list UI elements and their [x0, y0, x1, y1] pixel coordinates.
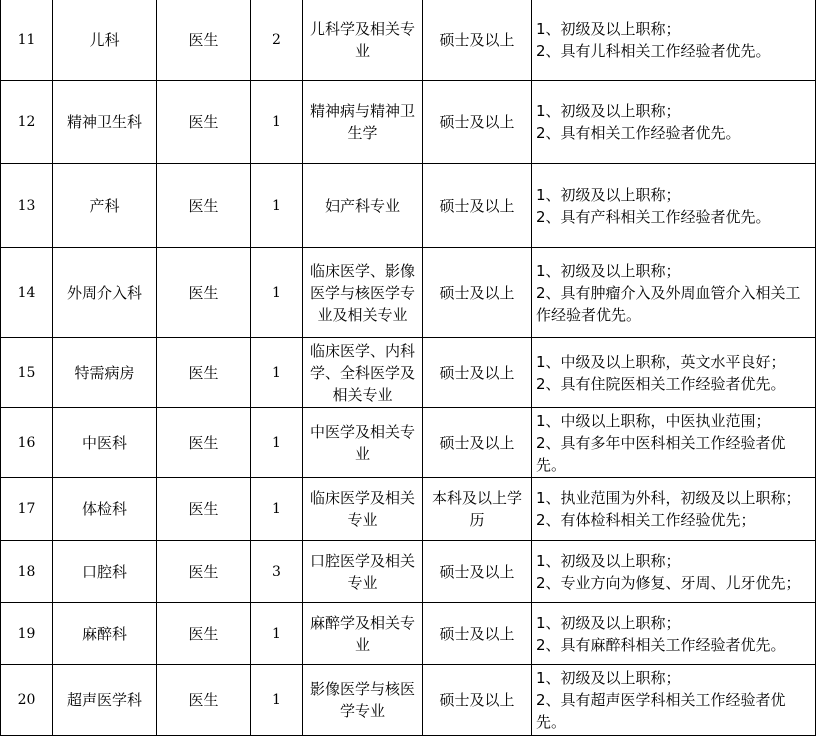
requirement-line: 1、初级及以上职称；: [536, 185, 681, 204]
requirement-line: 2、专业方向为修复、牙周、儿牙优先；: [536, 573, 801, 592]
major-cell: 临床医学、内科学、全科医学及相关专业: [303, 338, 423, 408]
position-cell: 医生: [157, 408, 251, 478]
requirement-line: 1、执业范围为外科，初级及以上职称；: [536, 489, 801, 507]
requirement-line: 1、中级及以上职称，英文水平良好；: [536, 352, 786, 371]
requirements-cell: [532, 541, 816, 603]
department-cell: 特需病房: [53, 338, 157, 408]
position-cell: 医生: [157, 248, 251, 338]
department-cell: 麻醉科: [53, 603, 157, 665]
headcount-cell: 2: [251, 0, 303, 81]
requirements-cell: [532, 478, 816, 541]
table-row: [1, 338, 816, 408]
requirements-cell: [532, 665, 816, 736]
education-cell: 硕士及以上: [423, 164, 532, 248]
table-row: [1, 603, 816, 665]
education-cell: 硕士及以上: [423, 603, 532, 665]
table-row: [1, 248, 816, 338]
headcount-cell: 1: [251, 164, 303, 248]
table-row: [1, 164, 816, 248]
major-cell: 麻醉学及相关专业: [303, 603, 423, 665]
requirements-cell: [532, 164, 816, 248]
table-row: [1, 478, 816, 541]
headcount-cell: 1: [251, 81, 303, 164]
department-cell: 体检科: [53, 478, 157, 541]
education-cell: 硕士及以上: [423, 248, 532, 338]
requirement-line: 2、具有相关工作经验者优先。: [536, 124, 741, 142]
position-cell: 医生: [157, 81, 251, 164]
position-cell: 医生: [157, 541, 251, 603]
table-row: [1, 0, 816, 81]
table-row: [1, 665, 816, 736]
row-number: 12: [1, 81, 53, 164]
major-cell: 中医学及相关专业: [303, 408, 423, 478]
major-cell: 妇产科专业: [303, 164, 423, 248]
headcount-cell: 1: [251, 248, 303, 338]
requirement-line: 2、具有住院医相关工作经验者优先。: [536, 374, 786, 393]
requirement-line: 2、具有儿科相关工作经验者优先。: [536, 41, 771, 60]
position-cell: 医生: [157, 0, 251, 81]
requirement-line: 1、中级以上职称，中医执业范围；: [536, 411, 771, 430]
department-cell: 精神卫生科: [53, 81, 157, 164]
row-number: 20: [1, 665, 53, 736]
row-number: 18: [1, 541, 53, 603]
requirements-cell: [532, 81, 816, 164]
requirement-line: 2、有体检科相关工作经验优先；: [536, 511, 756, 529]
major-cell: 临床医学、影像医学与核医学专业及相关专业: [303, 248, 423, 338]
position-cell: 医生: [157, 338, 251, 408]
education-cell: 本科及以上学历: [423, 478, 532, 541]
requirement-line: 1、初级及以上职称；: [536, 551, 681, 570]
requirement-line: 2、具有产科相关工作经验者优先。: [536, 207, 771, 226]
education-cell: 硕士及以上: [423, 0, 532, 81]
row-number: 17: [1, 478, 53, 541]
requirements-cell: [532, 603, 816, 665]
requirement-line: 1、初级及以上职称；: [536, 613, 681, 632]
table-row: [1, 81, 816, 164]
headcount-cell: 1: [251, 603, 303, 665]
headcount-cell: 3: [251, 541, 303, 603]
requirement-line: 1、初级及以上职称；: [536, 19, 681, 38]
department-cell: 外周介入科: [53, 248, 157, 338]
requirements-cell: [532, 248, 816, 338]
major-cell: 临床医学及相关专业: [303, 478, 423, 541]
department-cell: 儿科: [53, 0, 157, 81]
requirement-line: 1、初级及以上职称；: [536, 261, 681, 280]
row-number: 15: [1, 338, 53, 408]
table-row: [1, 541, 816, 603]
department-cell: 口腔科: [53, 541, 157, 603]
row-number: 14: [1, 248, 53, 338]
major-cell: 精神病与精神卫生学: [303, 81, 423, 164]
headcount-cell: 1: [251, 478, 303, 541]
table-row: [1, 408, 816, 478]
education-cell: 硕士及以上: [423, 408, 532, 478]
department-cell: 产科: [53, 164, 157, 248]
education-cell: 硕士及以上: [423, 665, 532, 736]
major-cell: 口腔医学及相关专业: [303, 541, 423, 603]
position-cell: 医生: [157, 665, 251, 736]
position-cell: 医生: [157, 478, 251, 541]
requirement-line: 2、具有肿瘤介入及外周血管介入相关工作经验者优先。: [536, 283, 801, 324]
department-cell: 超声医学科: [53, 665, 157, 736]
education-cell: 硕士及以上: [423, 541, 532, 603]
requirements-cell: [532, 0, 816, 81]
requirement-line: 2、具有多年中医科相关工作经验者优先。: [536, 433, 786, 474]
headcount-cell: 1: [251, 408, 303, 478]
requirements-cell: [532, 408, 816, 478]
headcount-cell: 1: [251, 338, 303, 408]
major-cell: 儿科学及相关专业: [303, 0, 423, 81]
headcount-cell: 1: [251, 665, 303, 736]
requirement-line: 1、初级及以上职称；: [536, 102, 681, 120]
position-cell: 医生: [157, 603, 251, 665]
requirement-line: 2、具有麻醉科相关工作经验者优先。: [536, 635, 786, 654]
education-cell: 硕士及以上: [423, 81, 532, 164]
row-number: 16: [1, 408, 53, 478]
department-cell: 中医科: [53, 408, 157, 478]
requirement-line: 1、初级及以上职称；: [536, 669, 681, 687]
requirements-cell: [532, 338, 816, 408]
row-number: 19: [1, 603, 53, 665]
education-cell: 硕士及以上: [423, 338, 532, 408]
major-cell: 影像医学与核医学专业: [303, 665, 423, 736]
row-number: 11: [1, 0, 53, 81]
requirement-line: 2、具有超声医学科相关工作经验者优先。: [536, 691, 786, 731]
position-cell: 医生: [157, 164, 251, 248]
row-number: 13: [1, 164, 53, 248]
